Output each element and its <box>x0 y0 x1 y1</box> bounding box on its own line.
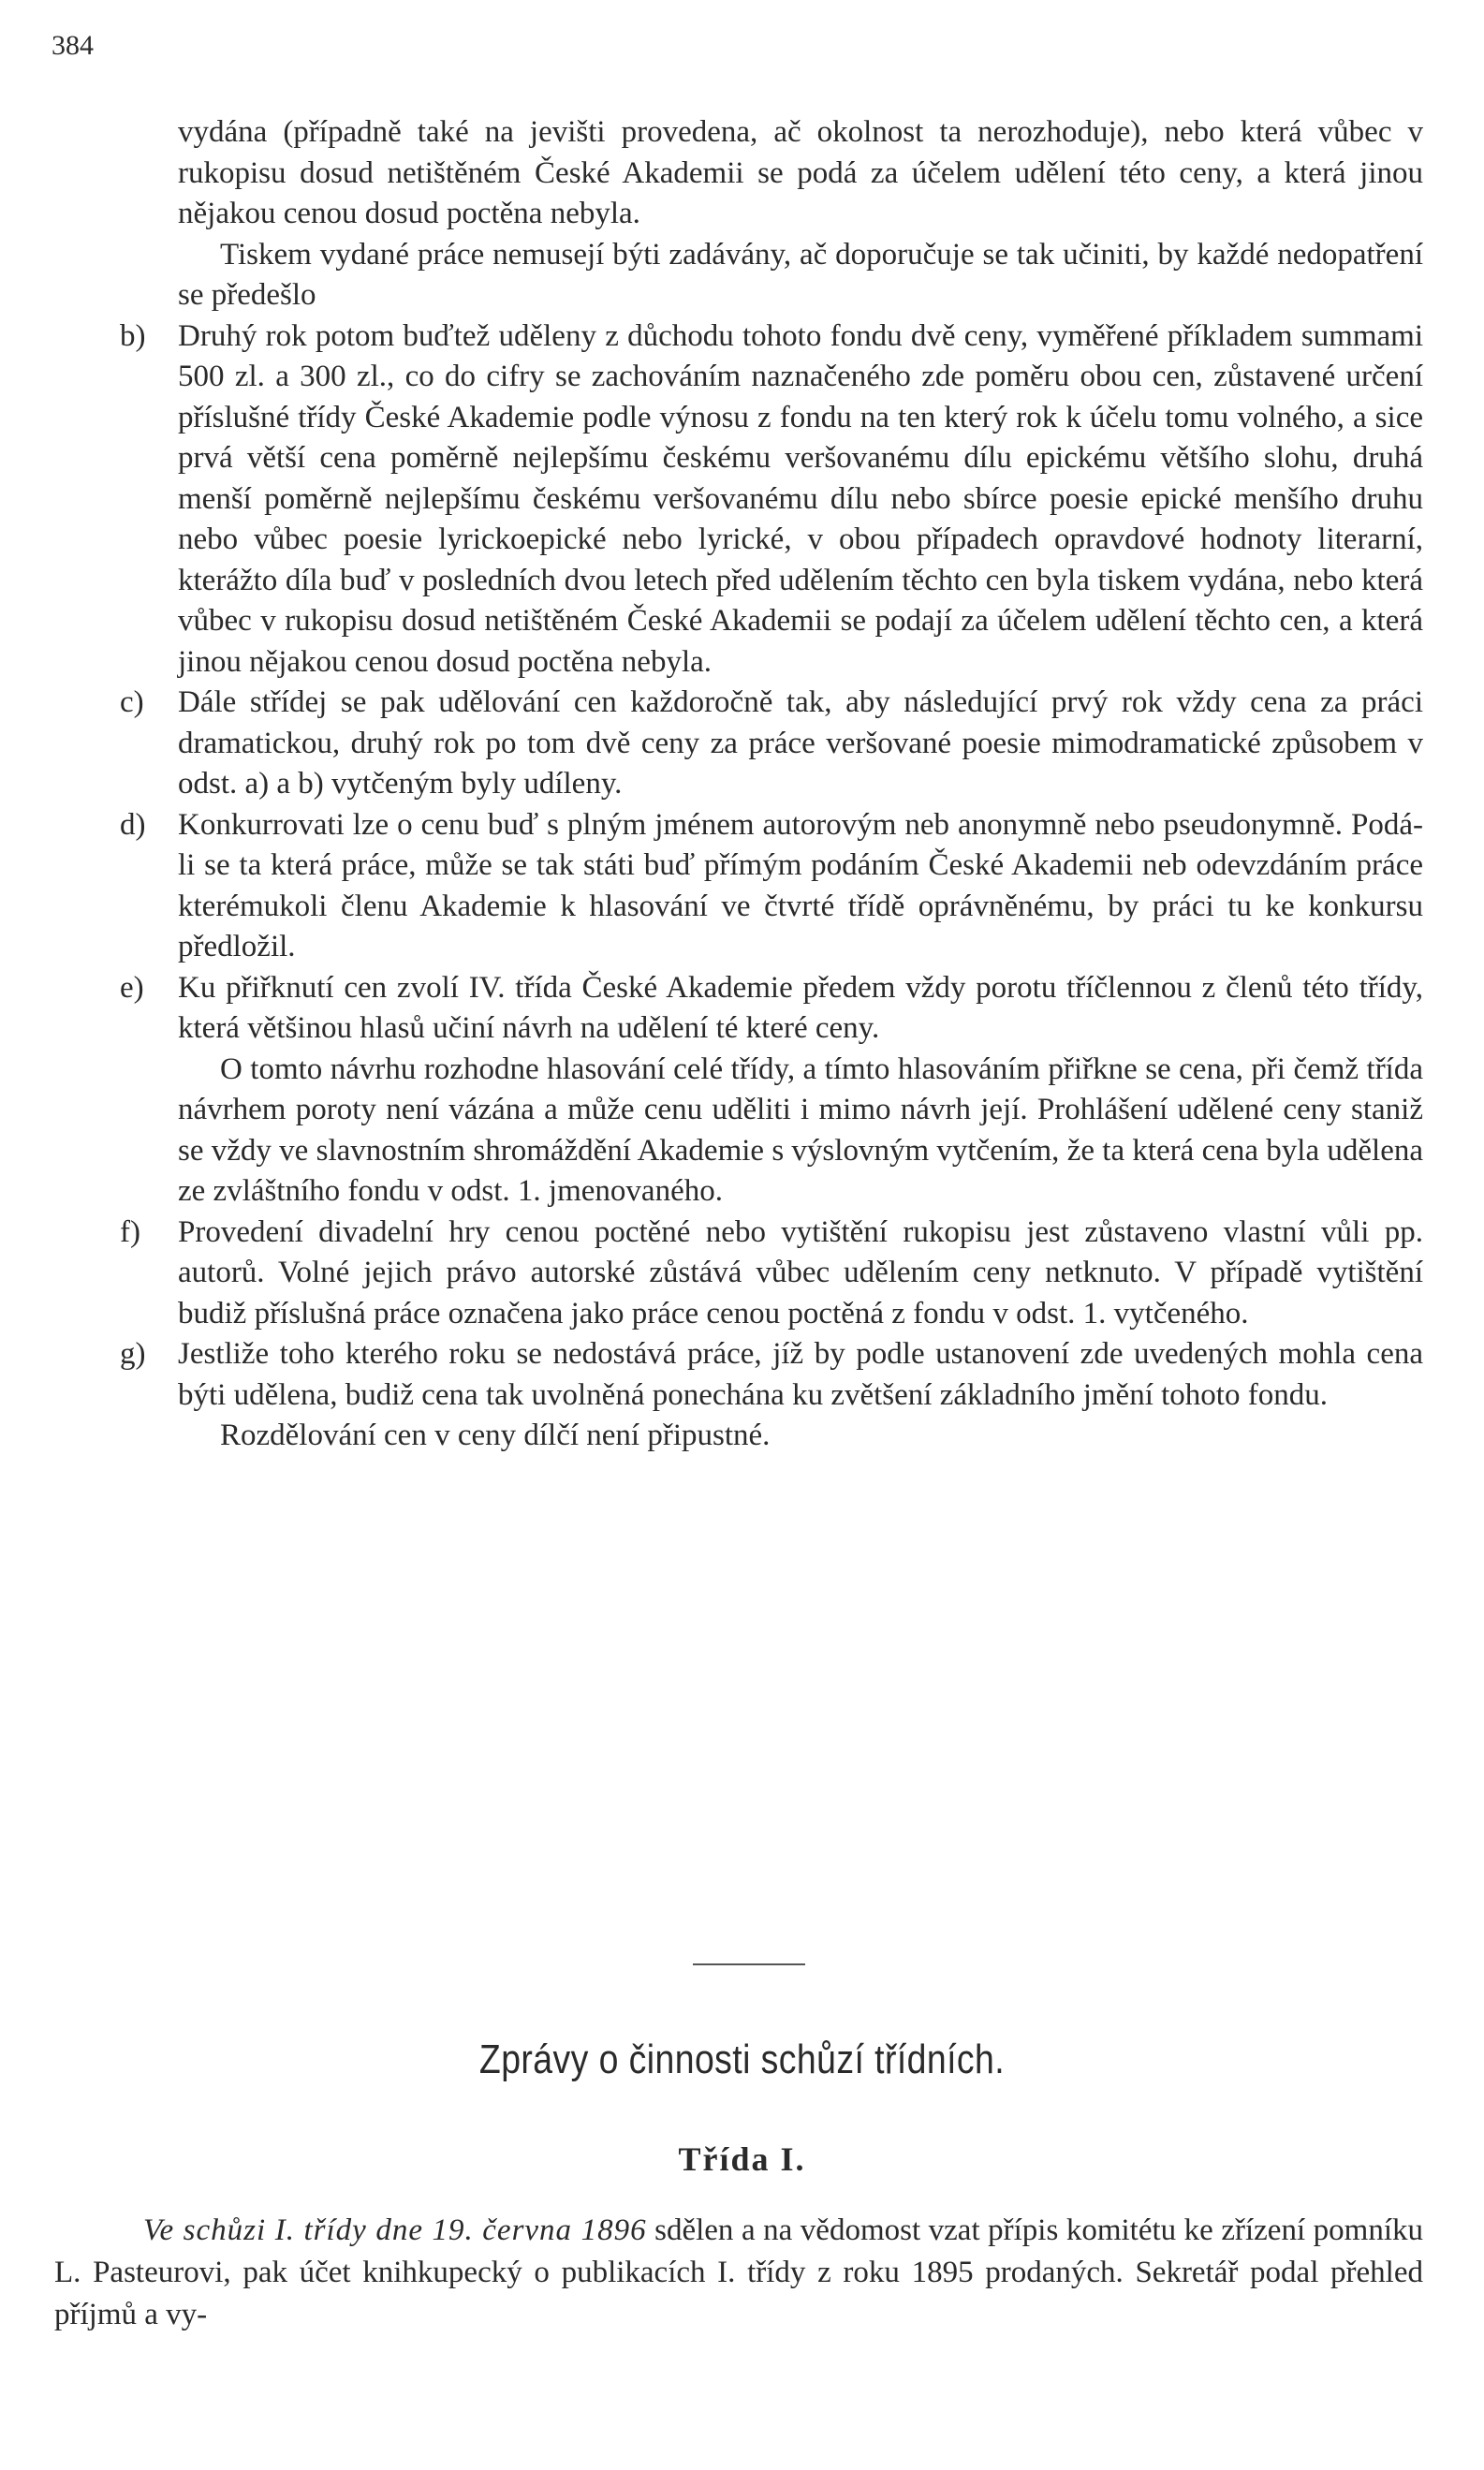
rule-item-e <box>120 968 1423 1050</box>
rule-marker: c) <box>120 685 144 719</box>
rule-text: Jestliže toho kterého roku se nedostává práce, jíž by podle ustanovení zde uvedených mohla cena býti udělena, budiž cena tak uvolněná ponechána ku zvětšení základního jmění tohoto fondu. <box>178 1337 1423 1412</box>
rule-text: Dále střídej se pak udělování cen každoročně tak, aby následující prvý rok vždy cena za práci dramatickou, druhý rok po tom dvě ceny za práce veršované poesie mimodramatické způsobem v odst. a) a b) vytčeným byly udíleny. <box>178 685 1423 801</box>
page-number: 384 <box>51 30 94 61</box>
rule-marker: e) <box>120 970 144 1005</box>
rule-item-d <box>120 805 1423 968</box>
rules-column <box>120 112 1423 1457</box>
report-lead: Ve schůzi I. třídy dne 19. června 1896 <box>143 2213 647 2247</box>
class-report <box>54 2210 1423 2336</box>
rule-a-note: Tiskem vydané práce nemusejí býti zadávány, ač doporučuje se tak učiniti, by každé nedopatření se předešlo <box>178 237 1423 312</box>
rule-item-f <box>120 1213 1423 1335</box>
rule-text: Ku přiřknutí cen zvolí IV. třída České Akademie předem vždy porotu tříčlennou z členů této třídy, která většinou hlasů učiní návrh na udělení té které ceny. <box>178 970 1423 1045</box>
rule-text: O tomto návrhu rozhodne hlasování celé třídy, a tímto hlasováním přiřkne se cena, při čemž třída návrhem poroty není vázána a může cenu uděliti i mimo návrh její. Prohlášení udělené ceny staniž se vždy ve slavnostním shromáždění Akademie s výslovným vytčením, že ta která cena byla udělena ze zvláštního fondu v odst. 1. jmenovaného. <box>178 1051 1423 1208</box>
rule-item-c <box>120 683 1423 805</box>
report-text: sdělen a na vědomost vzat přípis komitétu ke zřízení pomníku L. Pasteurovi, pak účet knihkupecký o publikacích I. třídy z roku 1895 prodaných. Sekretář podal přehled příjmů a vy- <box>54 2213 1423 2331</box>
rule-marker: g) <box>120 1337 146 1371</box>
rule-text: Konkurrovati lze o cenu buď s plným jménem autorovým neb anonymně nebo pseudonymně. Podá-li se ta která práce, může se tak státi buď přímým podáním České Akademii neb odevzdáním práce kterémukoli členu Akademie k hlasování ve čtvrté třídě oprávněnému, by práci tu ke konkursu předložil. <box>178 807 1423 963</box>
section-divider <box>693 1963 805 1965</box>
class-heading: Třída I. <box>678 2140 806 2178</box>
rule-item-e-continuation <box>178 1050 1423 1213</box>
rules-closing: Rozdělování cen v ceny dílčí není připustné. <box>220 1419 771 1452</box>
rule-marker: f) <box>120 1214 140 1249</box>
rule-a-tail: vydána (případně také na jevišti provedena, ač okolnost ta nerozhoduje), nebo která vůbec v rukopisu dosud netištěném České Akademii se podá za účelem udělení této ceny, a která jinou nějakou cenou dosud poctěna nebyla. <box>178 115 1423 230</box>
rule-text: Provedení divadelní hry cenou poctěné nebo vytištění rukopisu jest zůstaveno vlastní vůli pp. autorů. Volné jejich právo autorské zůstává vůbec udělením ceny netknuto. V případě vytištění budiž příslušná práce označena jako práce cenou poctěná z fondu v odst. 1. vytčeného. <box>178 1214 1423 1331</box>
section-title: Zprávy o činnosti schůzí třídních. <box>478 2036 1006 2082</box>
rule-item-g <box>120 1334 1423 1416</box>
rule-marker: b) <box>120 318 146 353</box>
rule-marker: d) <box>120 807 146 842</box>
rule-text: Druhý rok potom buďtež uděleny z důchodu tohoto fondu dvě ceny, vyměřené příkladem summami 500 zl. a 300 zl., co do cifry se zachováním naznačeného zde poměru obou cen, zůstavené určení příslušné třídy České Akademie podle výnosu z fondu na ten který rok k účelu tomu volného, a sice prvá větší cena poměrně nejlepšímu českému veršovanému dílu epickému většího slohu, druhá menší poměrně nejlepšímu českému veršovanému dílu nebo sbírce poesie epické menšího druhu nebo vůbec poesie lyrickoepické nebo lyrické, v obou případech opravdové hodnoty literarní, kterážto díla buď v posledních dvou letech před udělením těchto cen byla tiskem vydána, nebo která vůbec v rukopisu dosud netištěném České Akademii se podají za účelem udělení těchto cen, a která jinou nějakou cenou dosud poctěna nebyla. <box>178 318 1423 679</box>
rule-item-b <box>120 316 1423 684</box>
